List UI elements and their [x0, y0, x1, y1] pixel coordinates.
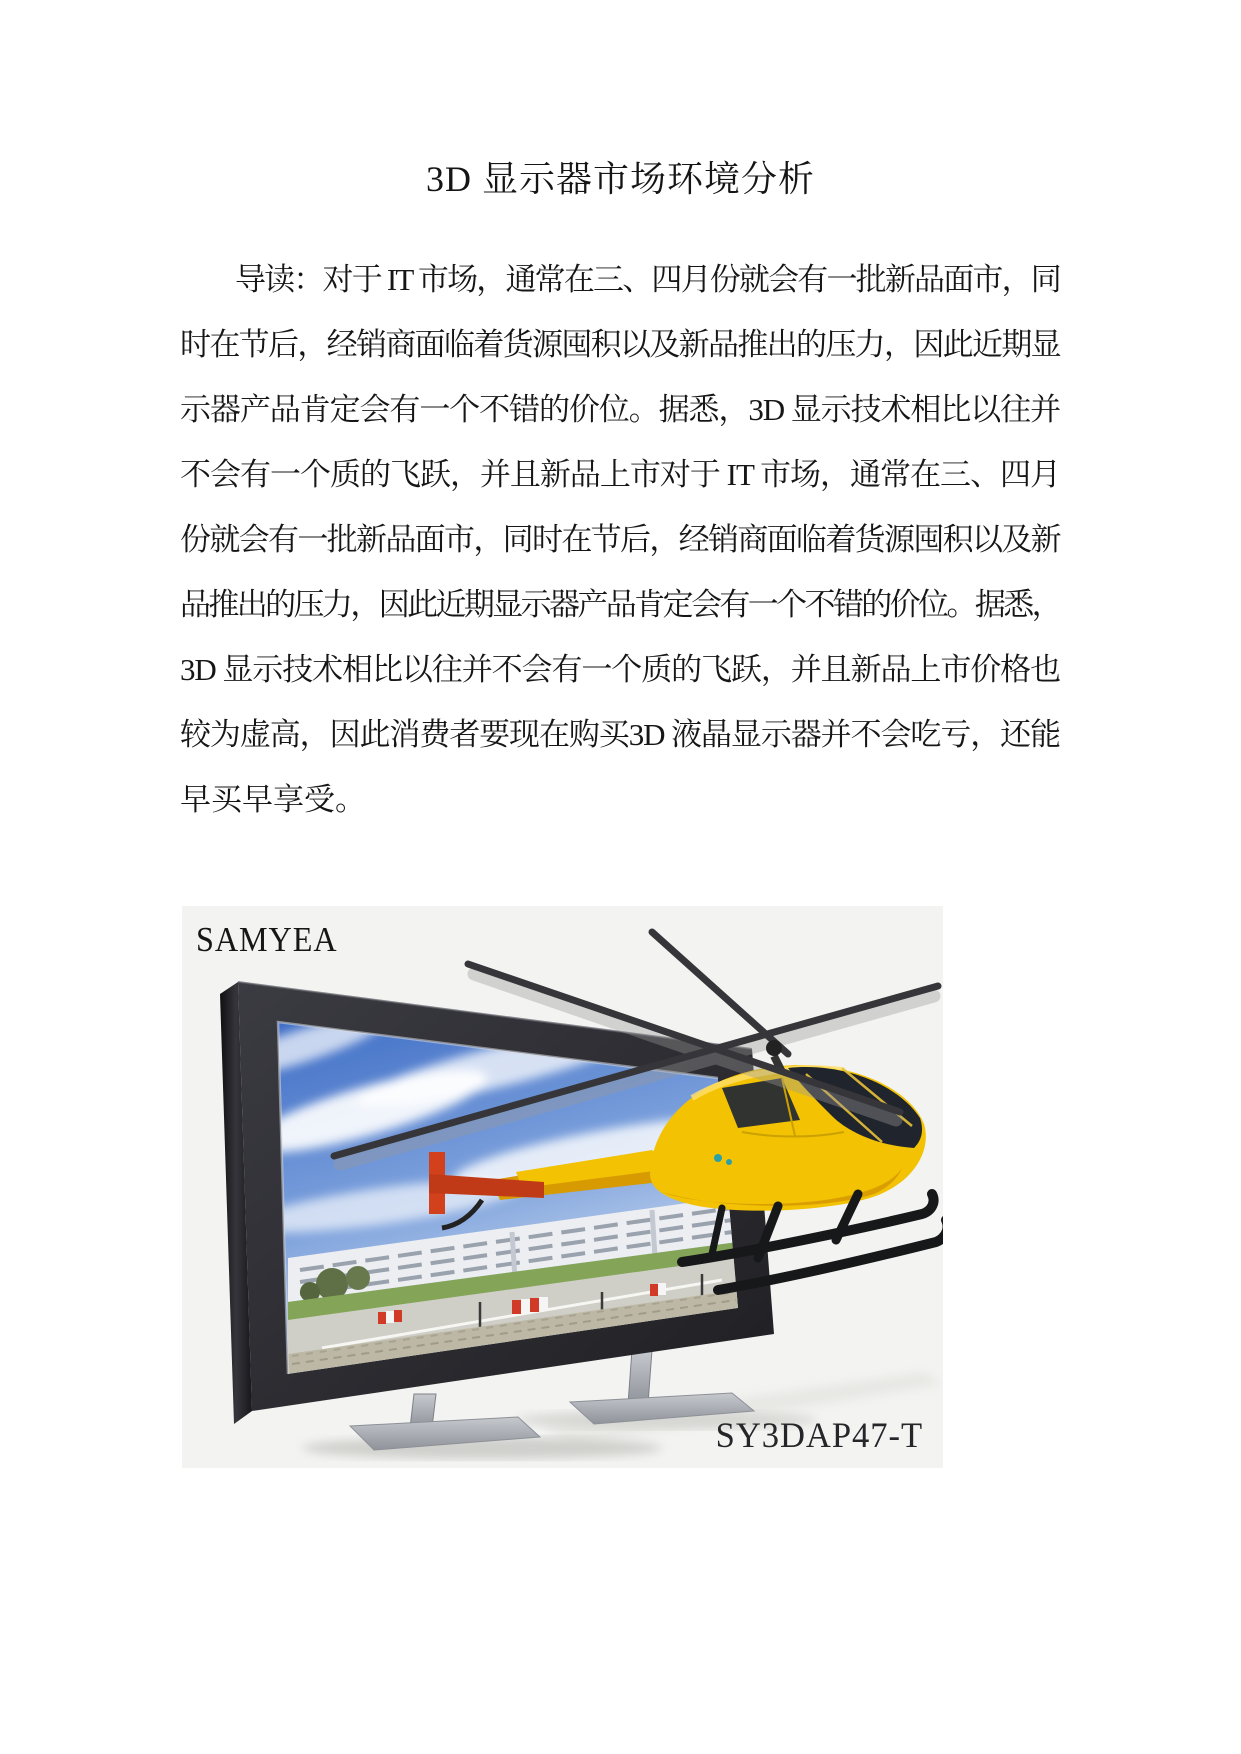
product-photo: [182, 906, 943, 1468]
paragraph-line: 时在节后，经销商面临着货源囤积以及新品推出的压力，因此近期显: [180, 327, 1060, 362]
paragraph-line: 3D 显示技术相比以往并不会有一个质的飞跃，并且新品上市价格也: [180, 652, 1060, 687]
model-text: SY3DAP47-T: [715, 1415, 923, 1455]
paragraph: [180, 247, 1060, 832]
paragraph-line: 较为虚高，因此消费者要现在购买3D 液晶显示器并不会吃亏，还能: [180, 717, 1060, 752]
paragraph-line: 导读：对于 IT 市场，通常在三、四月份就会有一批新品面市，同: [235, 262, 1060, 297]
paragraph-line: 品推出的压力，因此近期显示器产品肯定会有一个不错的价位。据悉，: [180, 587, 1060, 622]
paragraph-line: 不会有一个质的飞跃，并且新品上市对于 IT 市场，通常在三、四月: [180, 457, 1060, 492]
paragraph-line: 早买早享受。: [180, 782, 366, 817]
3d-tv-helicopter-illustration: [182, 906, 943, 1468]
paragraph-line: 示器产品肯定会有一个不错的价位。据悉，3D 显示技术相比以往并: [180, 392, 1060, 427]
paragraph-line: 份就会有一批新品面市，同时在节后，经销商面临着货源囤积以及新: [180, 522, 1060, 557]
brand-text: SAMYEA: [196, 920, 338, 959]
page-title: 3D 显示器市场环境分析: [426, 159, 815, 199]
